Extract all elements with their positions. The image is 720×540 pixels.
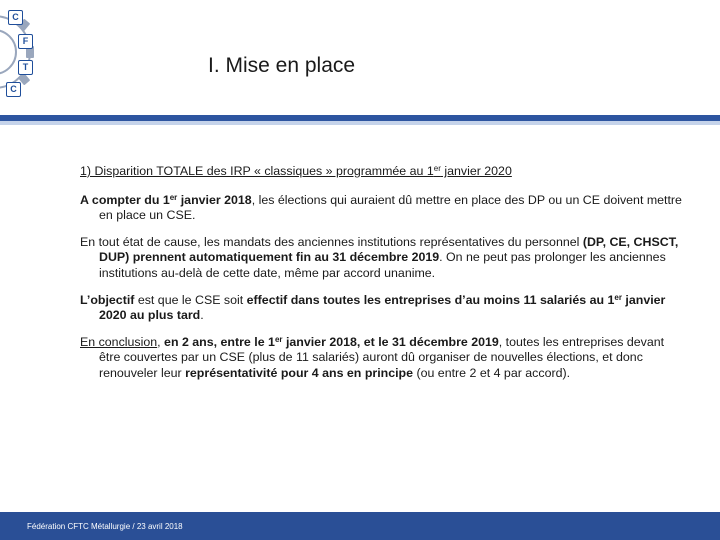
logo-letter-t: T bbox=[18, 60, 33, 75]
bold-text: en 2 ans, entre le 1er janvier 2018, et le 31 décembre 2019 bbox=[164, 334, 499, 349]
bold-text: représentativité pour 4 ans en principe bbox=[185, 365, 414, 380]
body-text: , les élections qui auraient dû mettre en place des DP ou un CE doivent mettre en place un CSE. bbox=[99, 192, 682, 223]
paragraph-heading bbox=[80, 164, 686, 180]
bold-text: A compter du 1er janvier 2018 bbox=[80, 192, 252, 207]
heading-text: 1) Disparition TOTALE des IRP « classiques » programmée au 1er janvier 2020 bbox=[80, 164, 512, 178]
page-title: I. Mise en place bbox=[208, 54, 356, 77]
body-text: En tout état de cause, les mandats des anciennes institutions représentatives du personnel bbox=[80, 234, 583, 249]
footer-text: Fédération CFTC Métallurgie / 23 avril 2018 bbox=[27, 522, 183, 531]
logo-letter-c2: C bbox=[6, 82, 21, 97]
cftc-logo bbox=[0, 6, 38, 98]
bold-text: L’objectif bbox=[80, 292, 135, 307]
body-text: (ou entre 2 et 4 par accord). bbox=[413, 365, 571, 380]
body-text: , toutes les entreprises devant être couvertes par un CSE (plus de 11 salariés) auront dû organiser de nouvelles élections, et donc renouveler leur bbox=[99, 334, 665, 380]
bold-text: (DP, CE, CHSCT, DUP) prennent automatiquement fin au 31 décembre 2019 bbox=[99, 234, 679, 265]
paragraph-mandats bbox=[80, 235, 686, 282]
paragraph-2018 bbox=[80, 193, 686, 224]
underlined-text: En conclusion bbox=[80, 334, 158, 349]
body-text: . On ne peut pas prolonger les anciennes institutions au-delà de cette date, même par accord unanime. bbox=[99, 250, 666, 280]
body-text: , bbox=[157, 334, 165, 349]
body-text: est que le CSE soit bbox=[134, 292, 247, 307]
header-divider-light bbox=[0, 121, 720, 125]
bold-text: effectif dans toutes les entreprises d’au moins 11 salariés au 1er janvier 2020 au plus tard bbox=[99, 292, 666, 323]
logo-letter-c1: C bbox=[8, 10, 23, 25]
slide-body bbox=[80, 164, 686, 393]
paragraph-conclusion bbox=[80, 335, 686, 382]
body-text: . bbox=[200, 308, 204, 323]
logo-letter-f: F bbox=[18, 34, 33, 49]
paragraph-objectif bbox=[80, 293, 686, 324]
